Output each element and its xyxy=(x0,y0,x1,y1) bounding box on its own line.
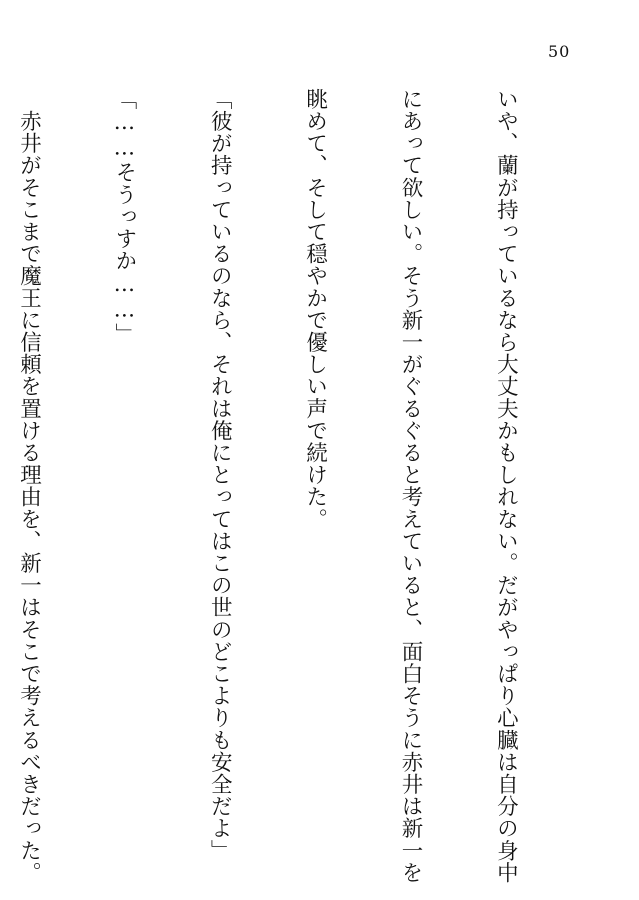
page-number: 50 xyxy=(548,42,571,61)
text-line: にあって欲しい。そう新一がぐるぐると考えていると、面白そうに赤井は新一を xyxy=(398,88,424,884)
text-line: 「……そうっすか……」 xyxy=(111,88,137,346)
text-line: 「彼が持っているのなら、それは俺にとってはこの世のどこよりも安全だよ」 xyxy=(207,88,233,862)
text-line: 眺めて、そして穏やかで優しい声で続けた。 xyxy=(302,88,328,530)
text-line: いや、蘭が持っているなら大丈夫かもしれない。だがやっぱり心臓は自分の身中 xyxy=(493,88,519,884)
body-text xyxy=(0,88,585,888)
text-line: 赤井がそこまで魔王に信頼を置ける理由を、新一はそこで考えるべきだった。 xyxy=(16,88,42,884)
